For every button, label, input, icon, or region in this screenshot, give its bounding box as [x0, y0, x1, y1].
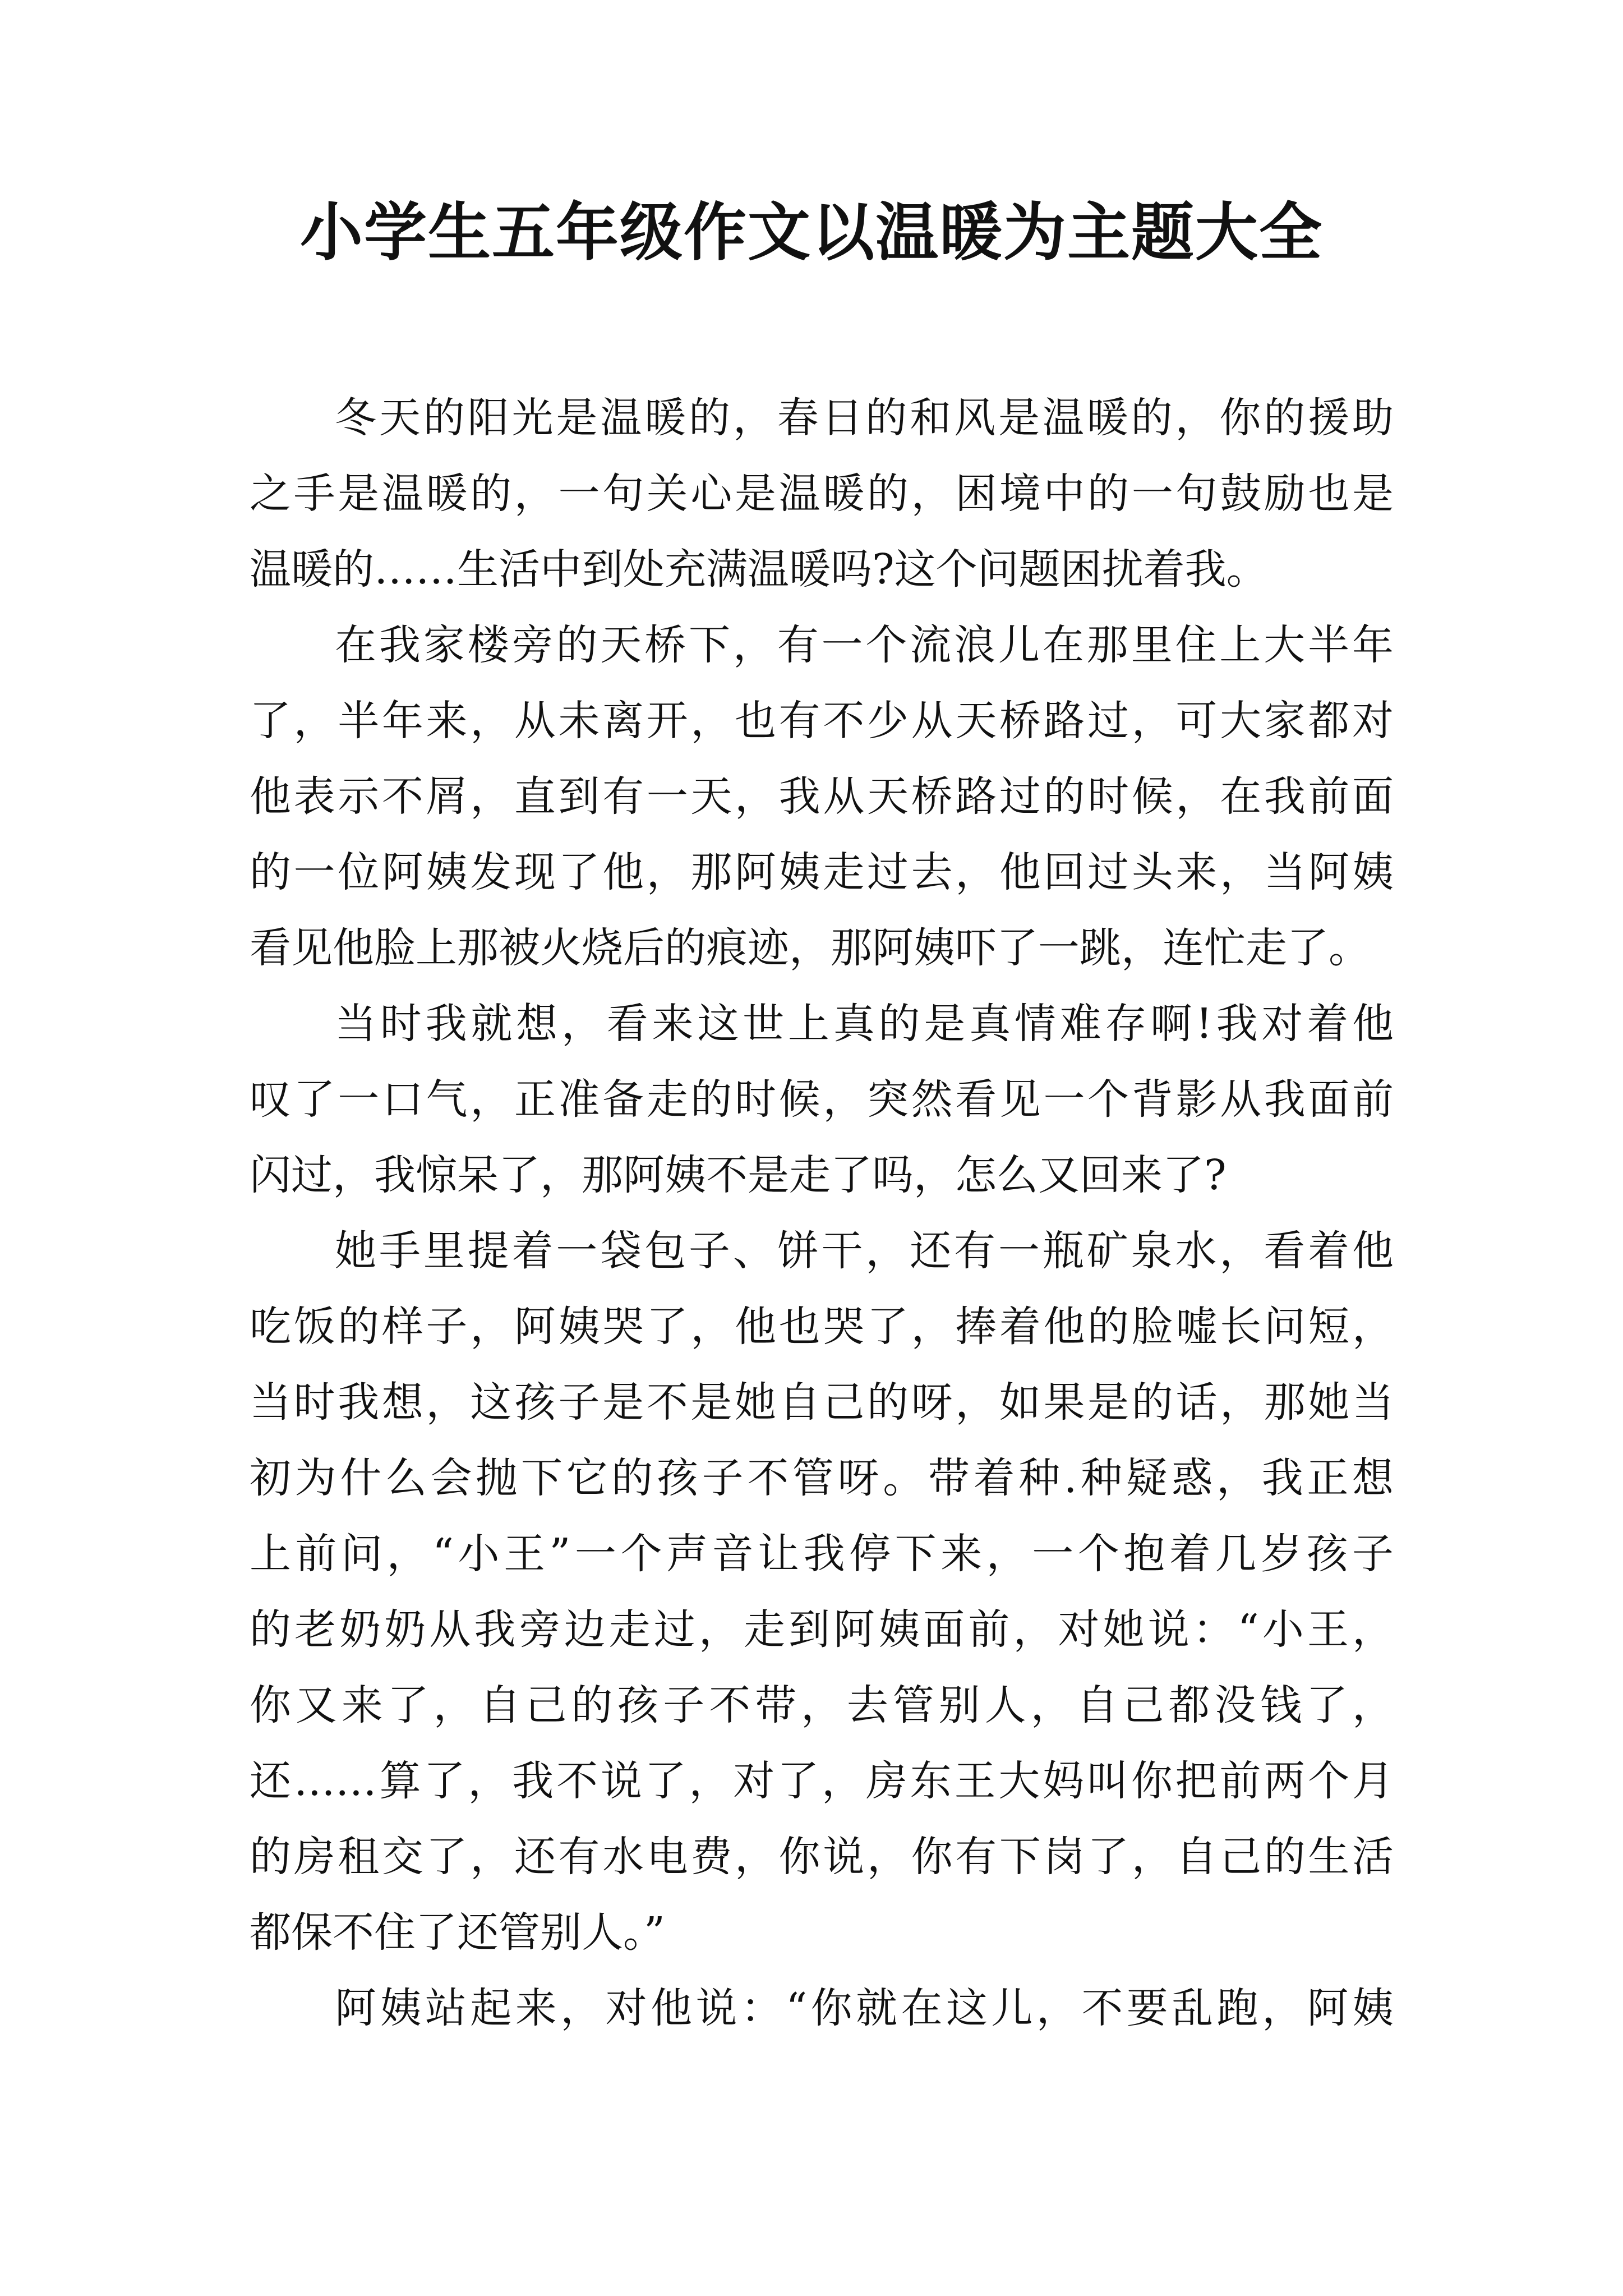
body-line: 叹了一口气，正准备走的时候，突然看见一个背影从我面前	[250, 1075, 1394, 1124]
body-line: 的房租交了，还有水电费，你说，你有下岗了，自己的生活	[250, 1833, 1394, 1881]
body-line: 在我家楼旁的天桥下，有一个流浪儿在那里住上大半年	[335, 621, 1394, 669]
body-line: 当时我想，这孩子是不是她自己的呀，如果是的话，那她当	[250, 1378, 1394, 1427]
body-line: 的一位阿姨发现了他，那阿姨走过去，他回过头来，当阿姨	[250, 848, 1394, 896]
body-line: 初为什么会抛下它的孩子不管呀。带着种.种疑惑，我正想	[250, 1454, 1394, 1502]
body-line: 阿姨站起来，对他说：“你就在这儿，不要乱跑，阿姨	[335, 1984, 1394, 2032]
body-line: 上前问，“小王”一个声音让我停下来，一个抱着几岁孩子	[250, 1530, 1394, 1578]
body-line: 她手里提着一袋包子、饼干，还有一瓶矿泉水，看着他	[335, 1227, 1394, 1275]
body-line: 还……算了，我不说了，对了，房东王大妈叫你把前两个月	[250, 1757, 1394, 1805]
document-title: 小学生五年级作文以温暖为主题大全	[300, 196, 1323, 269]
body-line: 的老奶奶从我旁边走过，走到阿姨面前，对她说：“小王，	[250, 1605, 1394, 1654]
body-line: 冬天的阳光是温暖的，春日的和风是温暖的，你的援助	[335, 394, 1394, 442]
body-line: 温暖的……生活中到处充满温暖吗?这个问题困扰着我。	[250, 545, 1268, 593]
body-line: 都保不住了还管别人。”	[250, 1908, 665, 1957]
body-line: 了，半年来，从未离开，也有不少从天桥路过，可大家都对	[250, 697, 1394, 745]
body-line: 之手是温暖的，一句关心是温暖的，困境中的一句鼓励也是	[250, 470, 1394, 518]
body-line: 看见他脸上那被火烧后的痕迹，那阿姨吓了一跳，连忙走了。	[250, 924, 1370, 972]
body-line: 吃饭的样子，阿姨哭了，他也哭了，捧着他的脸嘘长问短，	[250, 1303, 1394, 1351]
document-body	[250, 380, 1394, 2046]
body-line: 他表示不屑，直到有一天，我从天桥路过的时候，在我前面	[250, 772, 1394, 821]
body-line: 闪过，我惊呆了，那阿姨不是走了吗，怎么又回来了?	[250, 1151, 1227, 1199]
body-line: 当时我就想，看来这世上真的是真情难存啊!我对着他	[335, 1000, 1394, 1048]
body-line: 你又来了，自己的孩子不带，去管别人，自己都没钱了，	[250, 1681, 1394, 1729]
